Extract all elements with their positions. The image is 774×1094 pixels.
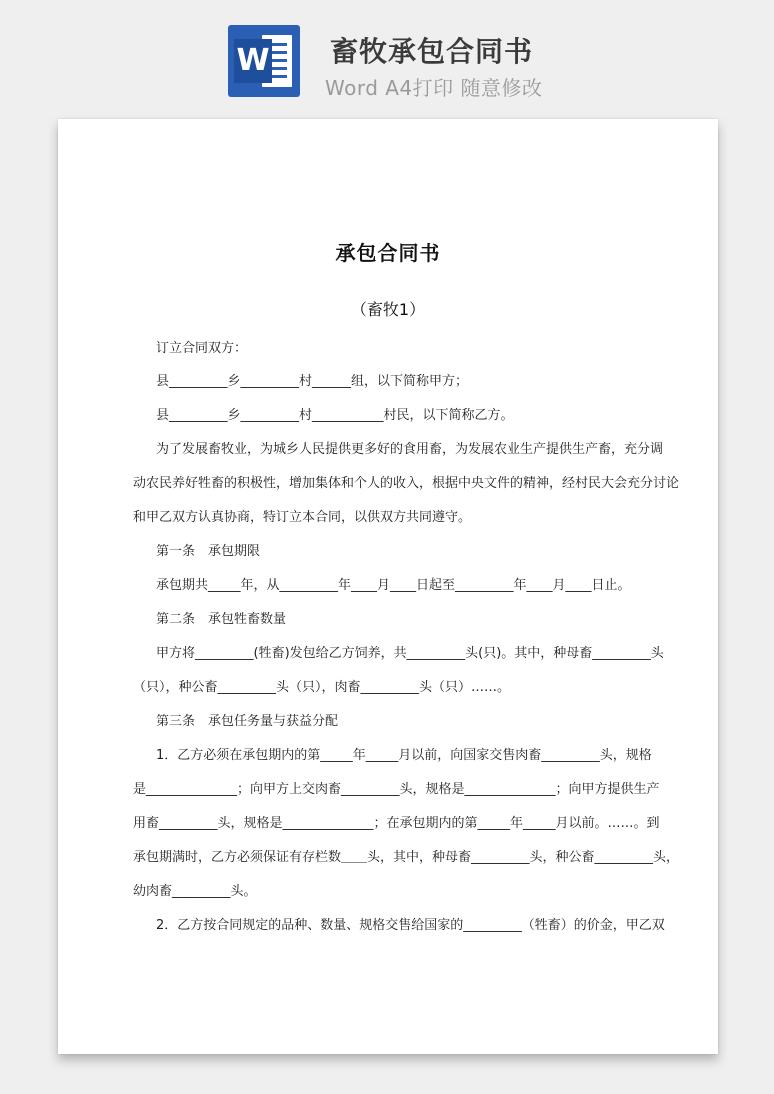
- section-heading: 第二条 承包牲畜数量: [156, 612, 287, 627]
- paragraph-line: 县_________乡_________村___________村民，以下简称乙方。: [156, 408, 514, 423]
- paragraph-line: 用畜_________头，规格是______________；在承包期内的第_____年_____月以前。……。到: [133, 816, 660, 831]
- paragraph-line: 甲方将_________(牲畜)发包给乙方饲养，共_________头(只)。其中，种母畜_________头: [156, 646, 664, 661]
- paragraph-line: 为了发展畜牧业，为城乡人民提供更多好的食用畜，为发展农业生产提供生产畜，充分调: [156, 442, 664, 457]
- page-header: [0, 0, 774, 110]
- document-subtitle: （畜牧1）: [350, 300, 426, 319]
- section-heading: 第一条 承包期限: [156, 544, 261, 559]
- word-icon-letter: W: [234, 39, 272, 83]
- paragraph-line: 动农民养好牲畜的积极性，增加集体和个人的收入，根据中央文件的精神，经村民大会充分讨论: [133, 476, 680, 491]
- paragraph-line: 县_________乡_________村______组，以下简称甲方；: [156, 374, 469, 389]
- document-page: [58, 119, 718, 1054]
- paragraph-line: 幼肉畜_________头。: [133, 884, 257, 899]
- paragraph-line: 订立合同双方：: [156, 341, 248, 356]
- section-heading: 第三条 承包任务量与获益分配: [156, 714, 339, 729]
- word-document-icon: [228, 25, 300, 97]
- paragraph-line: 和甲乙双方认真协商，特订立本合同，以供双方共同遵守。: [133, 510, 472, 525]
- paragraph-line: 承包期满时，乙方必须保证有存栏数＿＿头，其中，种母畜_________头，种公畜_________头，: [133, 850, 680, 865]
- paragraph-line: （只），种公畜_________头（只），肉畜_________头（只）……。: [133, 680, 511, 695]
- paragraph-line: 是______________；向甲方上交肉畜_________头，规格是______________；向甲方提供生产: [133, 782, 660, 797]
- header-title: 畜牧承包合同书: [330, 35, 534, 68]
- header-subtitle: Word A4打印 随意修改: [325, 76, 543, 100]
- document-title: 承包合同书: [335, 241, 441, 265]
- paragraph-line: 1．乙方必须在承包期内的第_____年_____月以前，向国家交售肉畜_________头，规格: [156, 748, 652, 763]
- paragraph-line: 承包期共_____年，从_________年____月____日起至_________年____月____日止。: [156, 578, 631, 593]
- paragraph-line: 2．乙方按合同规定的品种、数量、规格交售给国家的_________（牲畜）的价金，甲乙双: [156, 918, 665, 933]
